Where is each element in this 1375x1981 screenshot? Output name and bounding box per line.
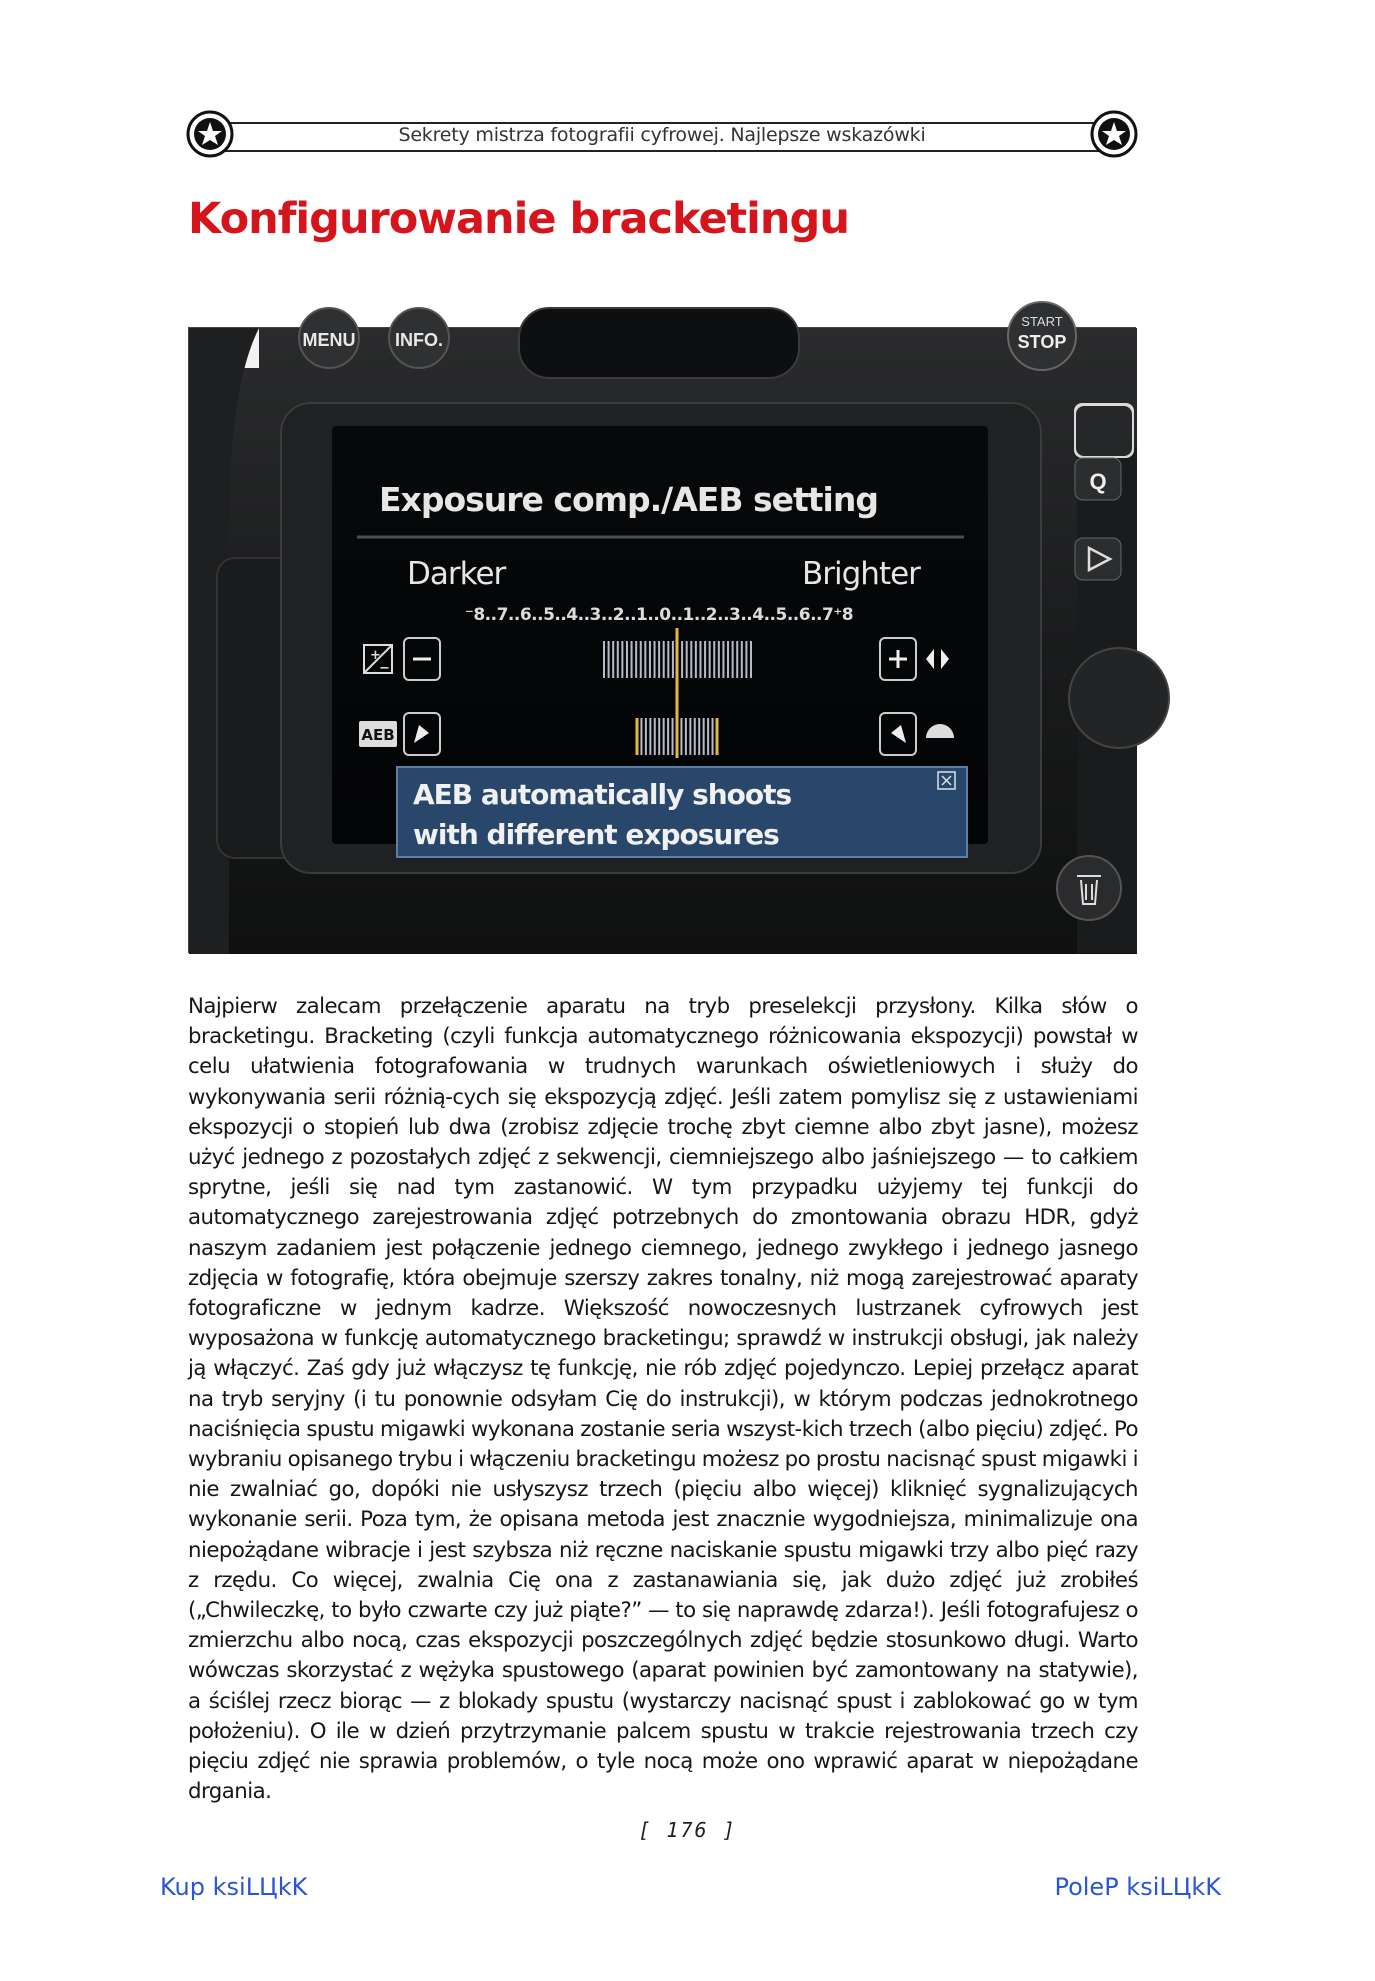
lcd-menu-title: Exposure comp./AEB setting [379, 480, 878, 519]
menu-button-label: MENU [302, 330, 356, 350]
start-label: START [1021, 314, 1063, 329]
header-rule-bottom [206, 150, 1118, 152]
section-title: Konfigurowanie bracketingu [188, 194, 849, 244]
lcd-exposure-scale: ⁻8..7..6..5..4..3..2..1..0..1..2..3..4..5..6..7⁺8 [464, 605, 854, 625]
running-header [188, 110, 1136, 158]
lcd-help-line-2: with different exposures [413, 818, 779, 851]
body-paragraph: Najpierw zalecam przełączenie aparatu na tryb preselekcji przysłony. Kilka słów o bracketingu. Bracketing (czyli funkcja automatycznego różnicowania ekspozycji) powstał w celu ułatwienia fotografowania w trudnych warunkach oświetleniowych i służy do wykonywania serii różnią-​cych się ekspozycją zdjęć. Jeśli zatem pomylisz się z ustawieniami ekspozycji o stopień lub dwa (zrobisz zdjęcie trochę zbyt ciemne albo zbyt jasne), możesz użyć jednego z pozostałych zdjęć z sekwencji, ciemniejszego albo jaśniejszego — to całkiem sprytne, jeśli się nad tym zastanowić. W tym przypadku użyjemy tej funkcji do automatycznego zarejestrowania zdjęć potrzebnych do zmontowania obrazu HDR, gdyż naszym zadaniem jest połączenie jednego ciemnego, jednego zwykłego i jednego jasnego zdjęcia w fotografię, która obejmuje szerszy zakres tonalny, niż mogą zarejestrować aparaty fotograficzne w jednym kadrze. Większość nowoczesnych lustrzanek cyfrowych jest wyposażona w funkcję automatycznego bracketingu; sprawdź w instrukcji obsługi, jak należy ją włączyć. Zaś gdy już włączysz tę funkcję, nie rób zdjęć pojedynczo. Lepiej przełącz aparat na tryb seryjny (i tu ponownie odsyłam Cię do instrukcji), w którym podczas jednokrotnego naciśnięcia spustu migawki wykonana zostanie seria wszyst-​kich trzech (albo pięciu) zdjęć. Po wybraniu opisanego trybu i włączeniu bracketingu możesz po prostu nacisnąć spust migawki i nie zwalniać go, dopóki nie usłyszysz trzech (pięciu albo więcej) kliknięć sygnalizujących wykonanie serii. Poza tym, że opisana metoda jest znacznie wygodniejsza, minimalizuje ona niepożądane wibracje i jest szybsza niż ręczne naciskanie spustu migawki trzy albo pięć razy z rzędu. Co więcej, zwalnia Cię ona z zastanawiania się, jak dużo zdjęć już zrobiłeś („Chwileczkę, to było czwarte czy już piąte?” — to się naprawdę zdarza!). Jeśli fotografujesz o zmierzchu albo nocą, czas ekspozycji poszczególnych zdjęć będzie stosunkowo długi. Warto wówczas skorzystać z wężyka spustowego (aparat powinien być zamontowany na statywie), a ściślej rzecz biorąc — z blokady spustu (wystarczy nacisnąć spust i zablokować go w tym położeniu). O ile w dzień przytrzymanie palcem spustu w trakcie rejestrowania trzech czy pięciu zdjęć nie sprawia problemów, o tyle nocą może ono wprawić aparat w niepożądane drgania. [188, 994, 1138, 1805]
lcd-brighter-label: Brighter [802, 556, 920, 592]
aeb-label: AEB [361, 726, 395, 744]
stop-label: STOP [1017, 332, 1067, 352]
svg-text:Q: Q [1089, 469, 1107, 494]
running-title: Sekrety mistrza fotografii cyfrowej. Najlepsze wskazówki [398, 124, 926, 146]
info-button-label: INFO. [395, 330, 443, 350]
recommend-book-link[interactable]: PoleP ksiLЦkK [1054, 1873, 1221, 1901]
svg-text:−: − [379, 661, 390, 676]
lcd-darker-label: Darker [407, 556, 506, 592]
lcd-help-line-1: AEB automatically shoots [413, 778, 792, 811]
camera-photo [188, 314, 1136, 953]
page-number: [ 176 ] [638, 1818, 737, 1842]
svg-text:+: + [370, 648, 381, 663]
star-badge-icon [1090, 110, 1138, 158]
buy-book-link[interactable]: Kup ksiLЦkK [160, 1873, 308, 1901]
